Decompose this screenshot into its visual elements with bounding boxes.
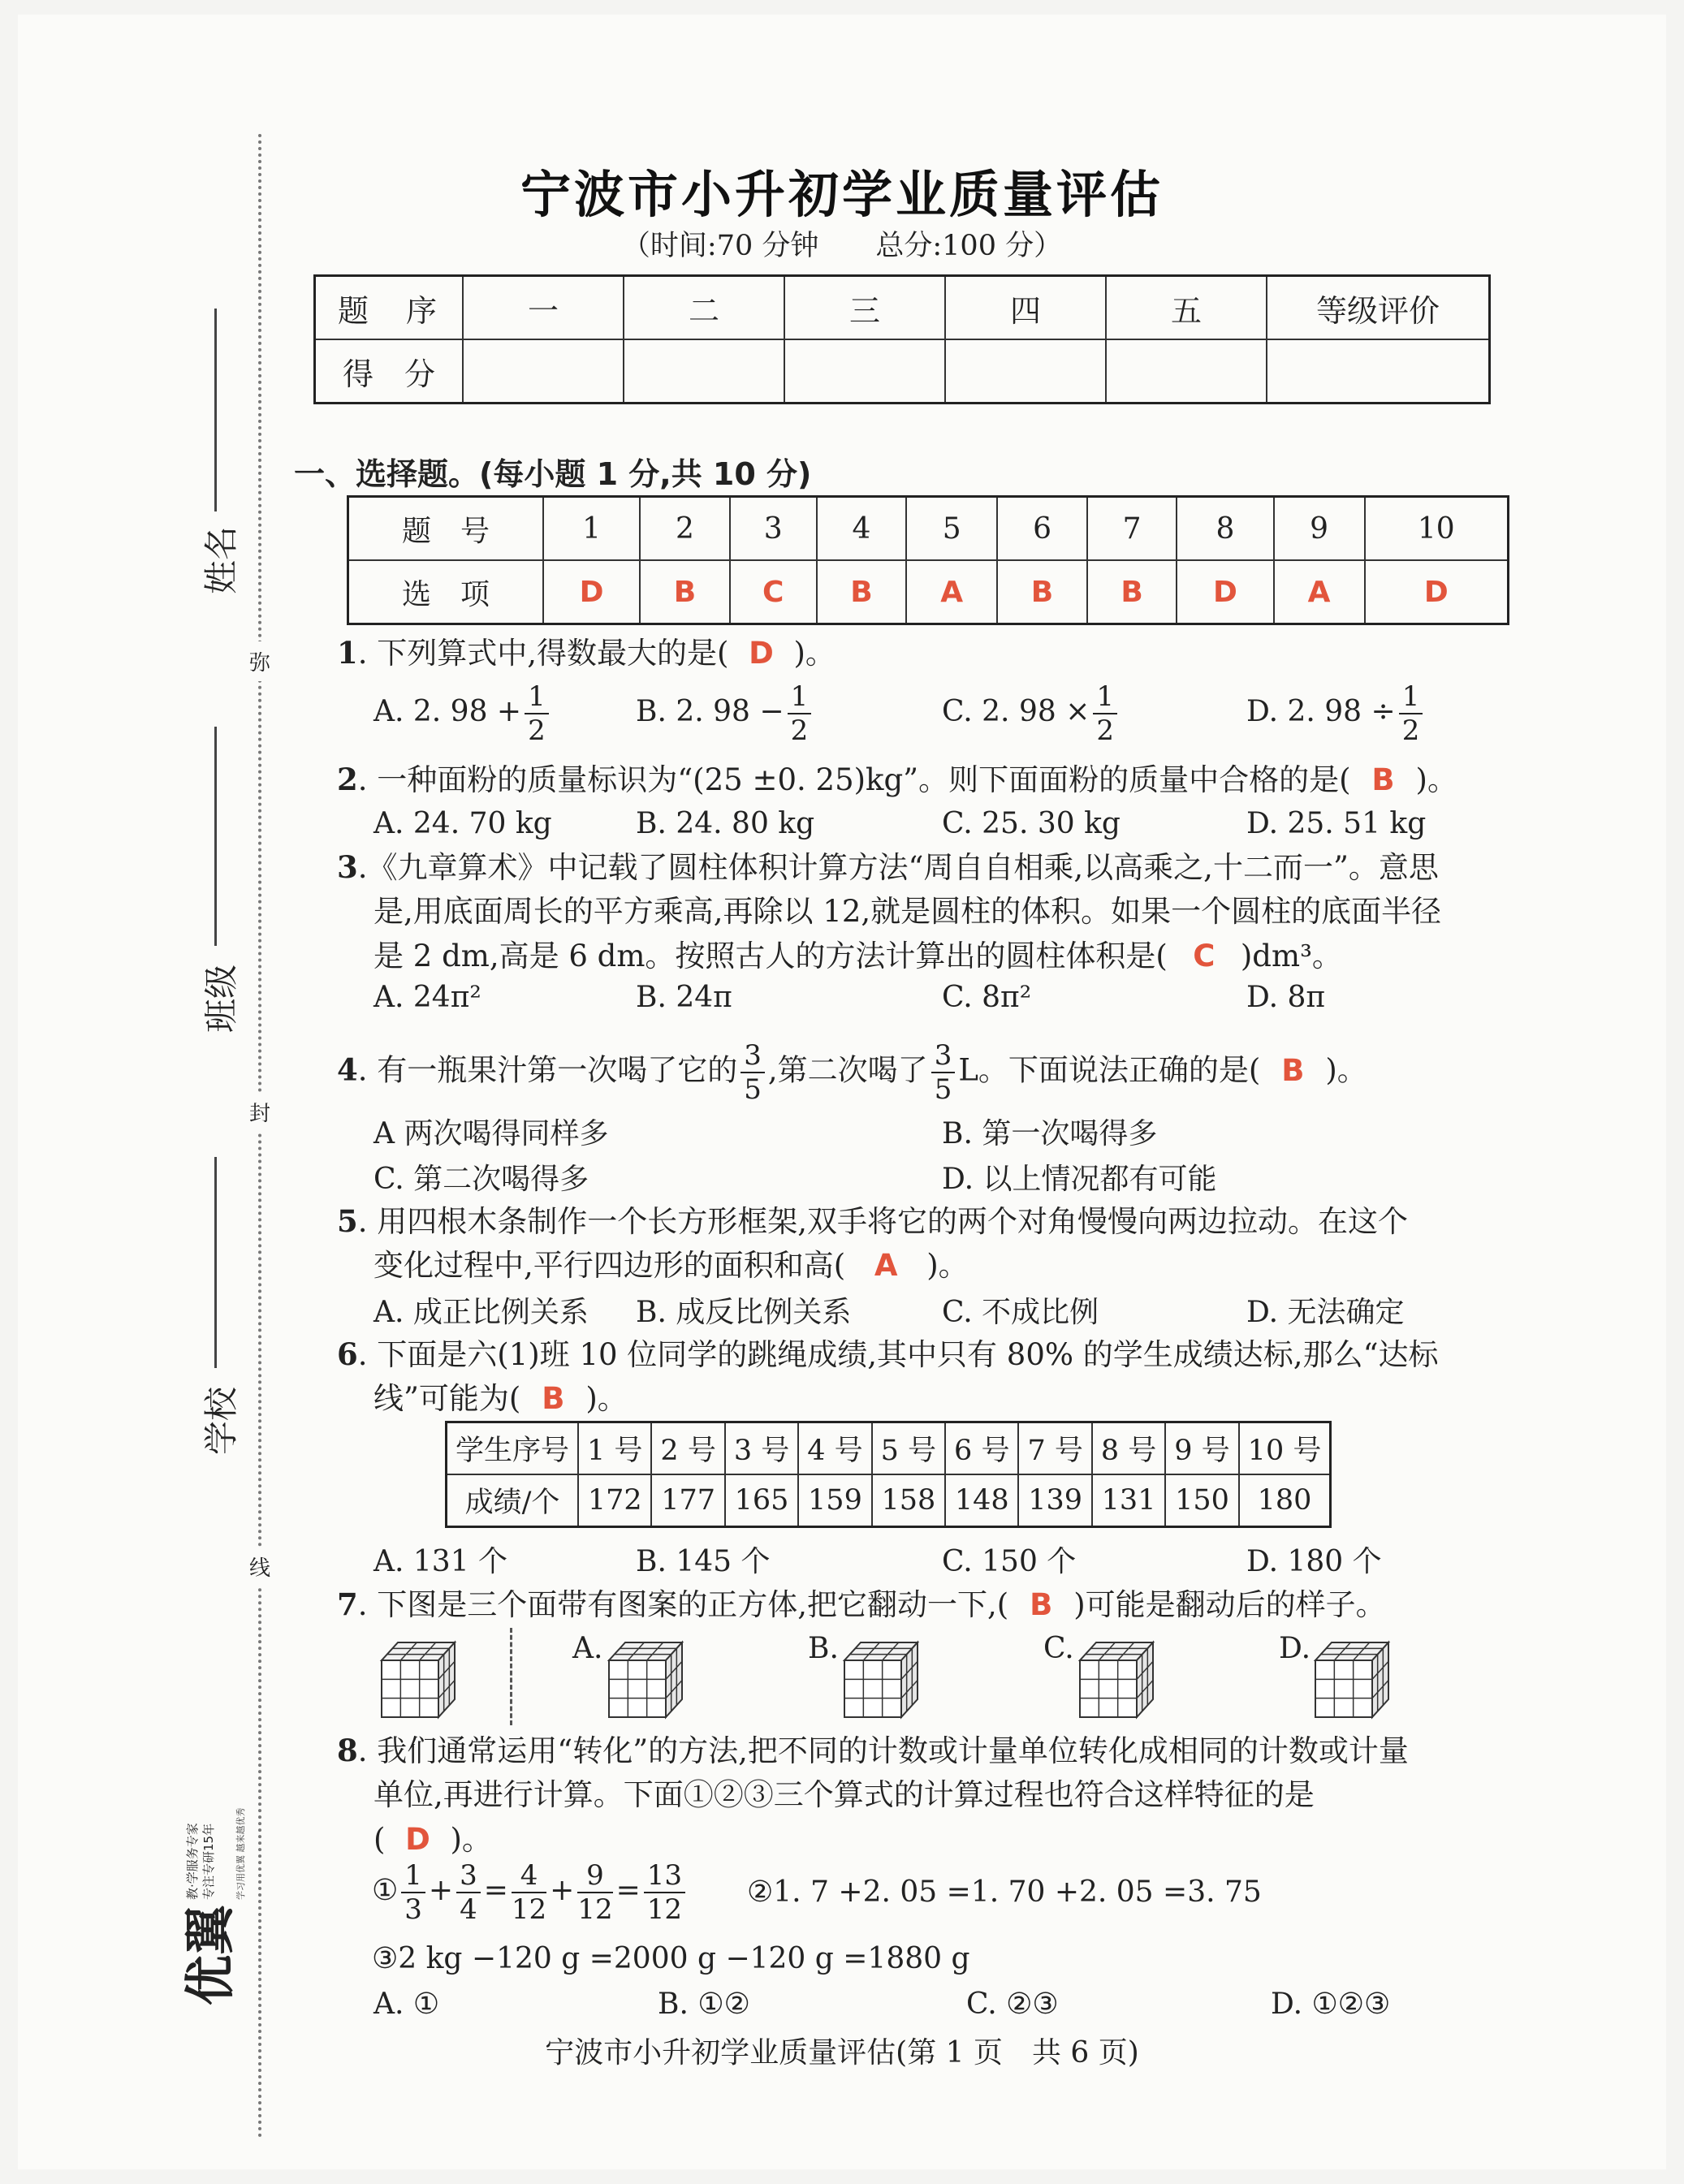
answer-choice[interactable]: D [543, 560, 640, 624]
question-2 [337, 758, 1457, 801]
cube-original-icon [378, 1636, 459, 1722]
q5-line2-end: )。 [926, 1248, 969, 1283]
cube-option-c-icon[interactable] [1076, 1636, 1157, 1722]
jump-rope-table [445, 1421, 1332, 1528]
q8-line3 [374, 1819, 492, 1861]
student-score: 177 [651, 1474, 724, 1527]
question-3 [337, 846, 1439, 889]
q6-line2-end: )。 [585, 1381, 628, 1416]
q4-option-c[interactable]: C. 第二次喝得多 [374, 1163, 589, 1196]
answer-choice[interactable]: B [997, 560, 1087, 624]
q8-option-d[interactable]: D. ①②③ [1271, 1988, 1391, 2021]
answer-number: 7 [1087, 497, 1177, 561]
q8-answer[interactable]: D [405, 1822, 430, 1857]
name-line[interactable] [214, 309, 217, 511]
q7-label-c: C. [1043, 1632, 1074, 1665]
q1-option-c[interactable]: C. 2. 98 × $\frac{1}{2}$ [942, 680, 1121, 747]
student-score: 139 [1018, 1474, 1091, 1527]
q5-number: 5 [337, 1203, 358, 1239]
q8-line3-end: )。 [450, 1822, 492, 1857]
q2-option-c[interactable]: C. 25. 30 kg [942, 807, 1121, 840]
q4-answer[interactable]: B [1281, 1052, 1305, 1088]
brand-logo [162, 1746, 260, 2022]
answer-number: 2 [640, 497, 730, 561]
q4-frac-num: 3 [741, 1039, 765, 1073]
q5-answer[interactable]: A [874, 1248, 898, 1283]
q1-option-d[interactable]: D. 2. 98 ÷ $\frac{1}{2}$ [1246, 680, 1426, 747]
q4-text-end: )。 [1325, 1052, 1367, 1088]
q6-option-a[interactable]: A. 131 个 [374, 1545, 508, 1578]
score-cell-3[interactable] [784, 339, 945, 404]
section-heading: 一、选择题。(每小题 1 分,共 10 分) [294, 456, 812, 492]
q5-line2-text: 变化过程中,平行四边形的面积和高( [374, 1248, 846, 1283]
q5-line1: . 用四根木条制作一个长方形框架,双手将它的两个对角慢慢向两边拉动。在这个 [357, 1204, 1409, 1239]
score-table [313, 274, 1491, 404]
answer-number: 6 [997, 497, 1087, 561]
cube-option-a-icon[interactable] [605, 1636, 686, 1722]
logo-slogan-2: 专注专研15年 [201, 1823, 216, 1900]
q4-text: . 有一瓶果汁第一次喝了它的 [357, 1052, 738, 1088]
answer-number: 4 [817, 497, 907, 561]
answer-number: 8 [1177, 497, 1273, 561]
q2-option-b[interactable]: B. 24. 80 kg [636, 807, 815, 840]
q6-option-b[interactable]: B. 145 个 [636, 1545, 771, 1578]
q2-option-d[interactable]: D. 25. 51 kg [1246, 807, 1427, 840]
q8-equation-3: ③2 kg −120 g =2000 g −120 g =1880 g [372, 1942, 970, 1975]
q1-answer[interactable]: D [749, 636, 774, 671]
q8-line3-open: ( [374, 1822, 386, 1857]
q1-text: . 下列算式中,得数最大的是( [357, 636, 729, 671]
q8-option-a[interactable]: A. ① [374, 1988, 440, 2021]
q1-option-b[interactable]: B. 2. 98 − $\frac{1}{2}$ [636, 680, 814, 747]
q7-text: . 下图是三个面带有图案的正方体,把它翻动一下,( [357, 1587, 1009, 1622]
school-line[interactable] [214, 1157, 217, 1368]
student-id: 10 号 [1239, 1422, 1331, 1475]
q3-number: 3 [337, 849, 358, 885]
score-col-4: 四 [945, 276, 1106, 340]
score-col-2: 二 [624, 276, 784, 340]
score-col-grade: 等级评价 [1267, 276, 1490, 340]
student-score: 150 [1165, 1474, 1238, 1527]
exam-title: 宁波市小升初学业质量评估 [520, 165, 1164, 224]
q8-option-b[interactable]: B. ①② [658, 1988, 750, 2021]
jump-table-row-label: 成绩/个 [447, 1474, 579, 1527]
student-score: 159 [798, 1474, 871, 1527]
answer-choice[interactable]: C [730, 560, 817, 624]
q2-number: 2 [337, 762, 358, 797]
answer-row2-label: 选 项 [348, 560, 544, 624]
page-footer: 宁波市小升初学业质量评估(第 1 页 共 6 页) [545, 2036, 1139, 2070]
q4-frac-den: 5 [744, 1073, 762, 1106]
cut-mark-xian: 线 [244, 1547, 276, 1586]
question-6 [337, 1333, 1438, 1376]
student-score: 172 [578, 1474, 651, 1527]
q4-text-2: ,第二次喝了 [767, 1052, 928, 1088]
student-id: 8 号 [1092, 1422, 1165, 1475]
score-col-1: 一 [463, 276, 624, 340]
q8-equation-1: ① $\frac{1}{3}$ + $\frac{3}{4}$ = $\frac{4}{12}$ + $\frac{9}{12}$ = $\frac{13}{12}$ [372, 1859, 689, 1926]
q6-line2-text: 线”可能为( [374, 1381, 521, 1416]
q5-option-b[interactable]: B. 成反比例关系 [636, 1296, 852, 1329]
cube-option-d-icon[interactable] [1311, 1636, 1393, 1722]
q1-text-end: )。 [793, 636, 836, 671]
q4-number: 4 [337, 1051, 358, 1088]
q8-line1: . 我们通常运用“转化”的方法,把不同的计数或计量单位转化成相同的计数或计量 [357, 1733, 1409, 1768]
jump-table-header: 学生序号 [447, 1422, 579, 1475]
score-cell-4[interactable] [945, 339, 1106, 404]
question-8 [337, 1729, 1409, 1772]
logo-slogan-1: 教·学服务专家 [185, 1823, 200, 1900]
student-score: 158 [872, 1474, 945, 1527]
q3-line3-text: 是 2 dm,高是 6 dm。按照古人的方法计算出的圆柱体积是( [374, 939, 1168, 973]
q3-line3 [374, 935, 1342, 978]
q4-frac2-num: 3 [931, 1039, 956, 1073]
student-id: 7 号 [1018, 1422, 1091, 1475]
q4-option-d[interactable]: D. 以上情况都有可能 [942, 1163, 1217, 1196]
answer-number: 9 [1274, 497, 1365, 561]
answer-number: 10 [1365, 497, 1509, 561]
student-score: 165 [725, 1474, 798, 1527]
answer-choice[interactable]: D [1177, 560, 1273, 624]
q1-number: 1 [337, 635, 358, 671]
q6-option-c[interactable]: C. 150 个 [942, 1545, 1077, 1578]
score-row2-label: 得 分 [315, 339, 464, 404]
q3-line2: 是,用底面周长的平方乘高,再除以 12,就是圆柱的体积。如果一个圆柱的底面半径 [374, 894, 1442, 929]
q4-option-a[interactable]: A 两次喝得同样多 [374, 1117, 609, 1150]
q6-line2 [374, 1378, 628, 1420]
question-1 [337, 632, 836, 675]
student-id: 9 号 [1165, 1422, 1238, 1475]
student-id: 2 号 [651, 1422, 724, 1475]
q5-line2 [374, 1245, 969, 1287]
q8-line2: 单位,再进行计算。下面①②③三个算式的计算过程也符合这样特征的是 [374, 1777, 1315, 1812]
q7-answer[interactable]: B [1030, 1587, 1053, 1622]
q7-number: 7 [337, 1586, 358, 1622]
score-col-5: 五 [1106, 276, 1267, 340]
answer-choice[interactable]: A [1274, 560, 1365, 624]
q3-option-b[interactable]: B. 24π [636, 981, 732, 1014]
q1-option-a[interactable]: A. 2. 98 + $\frac{1}{2}$ [374, 680, 552, 747]
student-id: 5 号 [872, 1422, 945, 1475]
q6-number: 6 [337, 1336, 358, 1372]
q6-answer[interactable]: B [542, 1381, 565, 1416]
q5-option-c[interactable]: C. 不成比例 [942, 1296, 1099, 1329]
student-id: 6 号 [945, 1422, 1018, 1475]
q2-answer[interactable]: B [1371, 762, 1395, 797]
score-cell-grade[interactable] [1267, 339, 1490, 404]
score-cell-5[interactable] [1106, 339, 1267, 404]
logo-text: 优翼 [180, 1904, 240, 2005]
q7-label-d: D. [1279, 1632, 1311, 1665]
q8-option-c[interactable]: C. ②③ [966, 1988, 1059, 2021]
answer-number: 1 [543, 497, 640, 561]
q3-option-d[interactable]: D. 8π [1246, 981, 1326, 1014]
student-id: 3 号 [725, 1422, 798, 1475]
student-score: 148 [945, 1474, 1018, 1527]
q3-line1: .《九章算术》中记载了圆柱体积计算方法“周自自相乘,以高乘之,十二而一”。意思 [357, 850, 1439, 885]
q5-option-a[interactable]: A. 成正比例关系 [374, 1296, 589, 1329]
exam-subtitle: （时间:70 分钟 总分:100 分） [621, 230, 1063, 262]
name-label: 姓名 [201, 526, 241, 595]
q7-label-a: A. [572, 1632, 603, 1665]
logo-slogan-3: 学习用优翼 越来越优秀 [235, 1807, 246, 1900]
score-col-3: 三 [784, 276, 945, 340]
student-score: 180 [1239, 1474, 1331, 1527]
q2-text-end: )。 [1415, 762, 1457, 797]
q7-text-end: )可能是翻动后的样子。 [1073, 1587, 1386, 1622]
q2-option-a[interactable]: A. 24. 70 kg [374, 807, 552, 840]
q4-frac2-den: 5 [934, 1073, 952, 1106]
class-label: 班级 [201, 965, 241, 1034]
score-row1-label: 题 序 [315, 276, 464, 340]
answer-number: 5 [906, 497, 997, 561]
q3-option-a[interactable]: A. 24π² [374, 981, 481, 1014]
student-id: 4 号 [798, 1422, 871, 1475]
q2-text: . 一种面粉的质量标识为“(25 ±0. 25)kg”。则下面面粉的质量中合格的是( [357, 762, 1351, 797]
question-5 [337, 1200, 1408, 1243]
school-label: 学校 [201, 1387, 241, 1456]
q4-option-b[interactable]: B. 第一次喝得多 [942, 1117, 1158, 1150]
q8-number: 8 [337, 1733, 358, 1768]
answer-choice[interactable]: D [1365, 560, 1509, 624]
q3-option-c[interactable]: C. 8π² [942, 981, 1032, 1014]
answer-choice[interactable]: B [1087, 560, 1177, 624]
q3-line3-end: )dm³。 [1240, 939, 1342, 973]
cube-option-b-icon[interactable] [840, 1636, 922, 1722]
answer-choice[interactable]: B [817, 560, 907, 624]
score-cell-1[interactable] [463, 339, 624, 404]
cut-mark-feng: 封 [244, 1092, 276, 1132]
answer-table [347, 495, 1509, 625]
answer-number: 3 [730, 497, 817, 561]
score-cell-2[interactable] [624, 339, 784, 404]
question-7 [337, 1583, 1386, 1626]
q3-answer[interactable]: C [1193, 939, 1216, 973]
q6-line1: . 下面是六(1)班 10 位同学的跳绳成绩,其中只有 80% 的学生成绩达标,那么“达标 [357, 1337, 1439, 1372]
q4-text-3: L。下面说法正确的是( [958, 1052, 1261, 1088]
cut-mark-mi: 弥 [244, 641, 276, 681]
answer-row1-label: 题 号 [348, 497, 544, 561]
answer-choice[interactable]: B [640, 560, 730, 624]
question-4 [337, 1039, 1367, 1106]
student-score: 131 [1092, 1474, 1165, 1527]
class-line[interactable] [214, 727, 217, 946]
q5-option-d[interactable]: D. 无法确定 [1246, 1296, 1405, 1329]
q7-label-b: B. [808, 1632, 839, 1665]
student-id: 1 号 [578, 1422, 651, 1475]
q8-equation-2: ②1. 7 +2. 05 =1. 70 +2. 05 =3. 75 [747, 1875, 1262, 1909]
q6-option-d[interactable]: D. 180 个 [1246, 1545, 1382, 1578]
q7-divider [510, 1628, 512, 1725]
answer-choice[interactable]: A [906, 560, 997, 624]
